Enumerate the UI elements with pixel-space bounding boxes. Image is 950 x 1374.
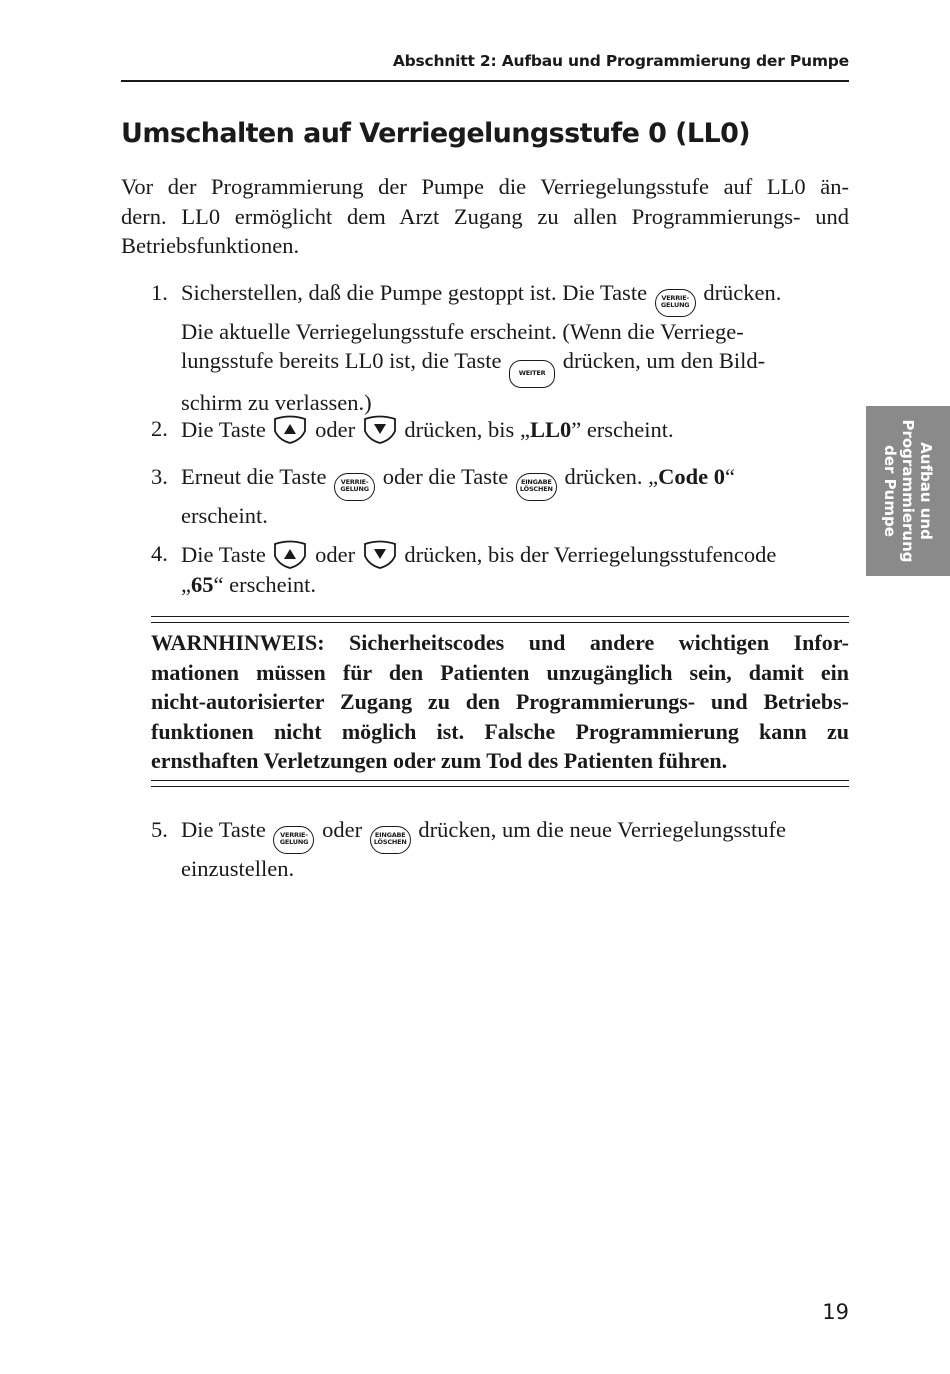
weiter-key-icon: WEITER [509, 360, 555, 388]
up-arrow-key-icon [273, 539, 307, 569]
step-number: 2. [151, 416, 168, 441]
warning-rule-top [151, 616, 849, 617]
eingabe-loeschen-key-icon: EINGABE LÖSCHEN [370, 826, 411, 854]
warning-rule-top-inner [151, 622, 849, 623]
step-number: 1. [151, 280, 168, 305]
header-rule [121, 80, 849, 82]
verriegelung-key-icon: VERRIE- GELUNG [334, 473, 375, 501]
warning-rule-bottom-inner [151, 780, 849, 781]
warning-rule-bottom [151, 786, 849, 787]
down-arrow-key-icon [363, 539, 397, 569]
step-number: 5. [151, 817, 168, 842]
step-1-line-4: schirm zu verlassen.) [181, 390, 372, 415]
verriegelung-key-icon: VERRIE- GELUNG [655, 289, 696, 317]
intro-line-2: dern. LL0 ermöglicht dem Arzt Zugang zu allen Programmierungs- und [121, 203, 849, 229]
page-number: 19 [822, 1300, 849, 1324]
intro-line-1: Vor der Programmierung der Pumpe die Verriegelungsstufe auf LL0 än- [121, 174, 849, 199]
page-title: Umschalten auf Verriegelungsstufe 0 (LL0) [121, 118, 751, 149]
step-number: 3. [151, 464, 168, 489]
down-arrow-key-icon [363, 414, 397, 444]
side-tab-label: Aufbau und Programmierung der Pumpe [881, 419, 935, 563]
step-1-line-1: Sicherstellen, daß die Pumpe gestoppt ist. Die Taste VERRIE- GELUNG drücken. [181, 278, 851, 317]
up-arrow-key-icon [273, 414, 307, 444]
intro-paragraph [121, 172, 849, 261]
step-1-line-2: Die aktuelle Verriegelungsstufe erscheint. (Wenn die Verriege- [181, 318, 744, 344]
verriegelung-key-icon: VERRIE- GELUNG [273, 826, 314, 854]
running-header: Abschnitt 2: Aufbau und Programmierung der Pumpe [392, 52, 849, 70]
eingabe-loeschen-key-icon: EINGABE LÖSCHEN [516, 473, 557, 501]
step-number: 4. [151, 541, 168, 566]
section-side-tab [866, 406, 950, 576]
intro-line-3: Betriebsfunktionen. [121, 233, 300, 258]
step-1-line-3: lungsstufe bereits LL0 ist, die Taste WEITER drücken, um den Bild- [181, 346, 851, 388]
warning-box: WARNHINWEIS: Sicherheitscodes und andere wichtigen Infor- mationen müssen für den Patienten unzugänglich sein, damit ein nicht-autorisierter Zugang zu den Programmierungs- und Betriebs- funktionen nicht möglich ist. Falsche Programmierung kann zu ernsthaften Verletzungen oder zum Tod des Patienten führen. [151, 630, 849, 773]
